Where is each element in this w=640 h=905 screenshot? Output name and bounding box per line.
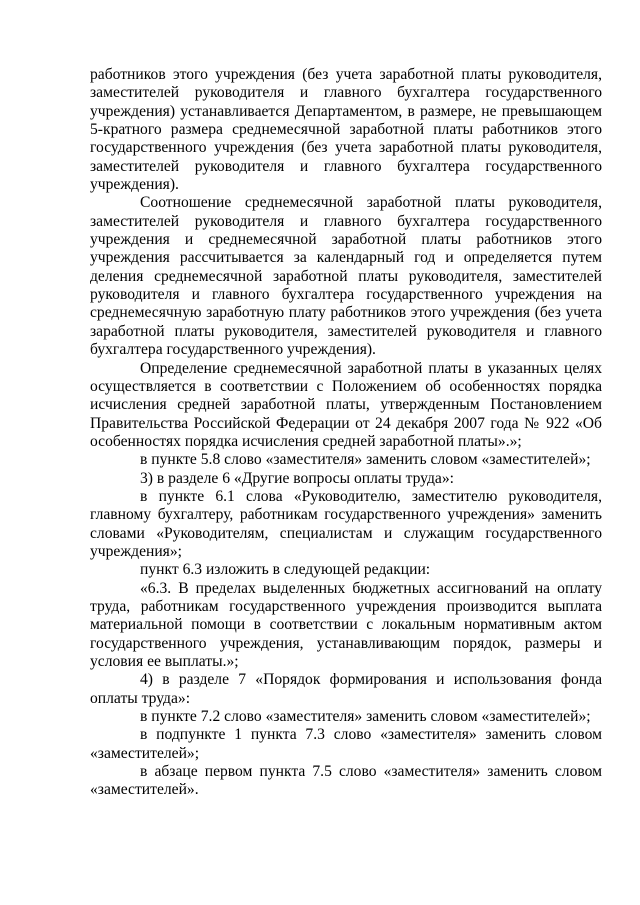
paragraph-section-7: 4) в разделе 7 «Порядок формирования и использования фонда оплаты труда»: [90,671,602,707]
paragraph-item-5-8: в пункте 5.8 слово «заместителя» заменить словом «заместителей»; [140,451,591,469]
paragraph-salary-ratio: Соотношение среднемесячной заработной платы руководителя, заместителей руководителя и главного бухгалтера государственного учреждения и среднемесячной заработной платы работников этого учреждения рассчитывается за календарный год и определяется путем деления среднемесячной заработной платы руководителя, заместителей руководителя и главного бухгалтера государственного учреждения на среднемесячную заработную плату работников этого учреждения (без учета заработной платы руководителя, заместителей руководителя и главного бухгалтера государственного учреждения). [90,194,602,359]
paragraph-item-7-5: в абзаце первом пункта 7.5 слово «заместителя» заменить словом «заместителей». [90,763,602,799]
paragraph-item-7-2: в пункте 7.2 слово «заместителя» заменить словом «заместителей»; [140,708,591,726]
paragraph-item-6-3: пункт 6.3 изложить в следующей редакции: [140,561,431,579]
document-body [90,66,602,800]
paragraph-item-6-3-text: «6.3. В пределах выделенных бюджетных ассигнований на оплату труда, работникам государственного учреждения производится выплата материальной помощи в соответствии с локальным нормативным актом государственного учреждения, устанавливающим порядок, размеры и условия ее выплаты.»; [90,579,602,670]
paragraph-item-7-3: в подпункте 1 пункта 7.3 слово «заместителя» заменить словом «заместителей»; [90,726,602,762]
paragraph-section-6: 3) в разделе 6 «Другие вопросы оплаты труда»: [140,469,454,487]
paragraph-salary-determination: Определение среднемесячной заработной платы в указанных целях осуществляется в соответствии с Положением об особенностях порядка исчисления средней заработной платы, утвержденным Постановлением Правительства Российской Федерации от 24 декабря 2007 года № 922 «Об особенностях порядка исчисления средней заработной платы».»; [90,359,602,450]
paragraph-item-6-1: в пункте 6.1 слова «Руководителю, заместителю руководителя, главному бухгалтеру, работникам государственного учреждения» заменить словами «Руководителям, специалистам и служащим государственного учреждения»; [90,487,602,560]
paragraph-continuation: работников этого учреждения (без учета заработной платы руководителя, заместителей руководителя и главного бухгалтера государственного учреждения) устанавливается Департаментом, в размере, не превышающем 5-кратного размера среднемесячной заработной платы работников этого государственного учреждения (без учета заработной платы руководителя, заместителей руководителя и главного бухгалтера государственного учреждения). [90,66,602,194]
